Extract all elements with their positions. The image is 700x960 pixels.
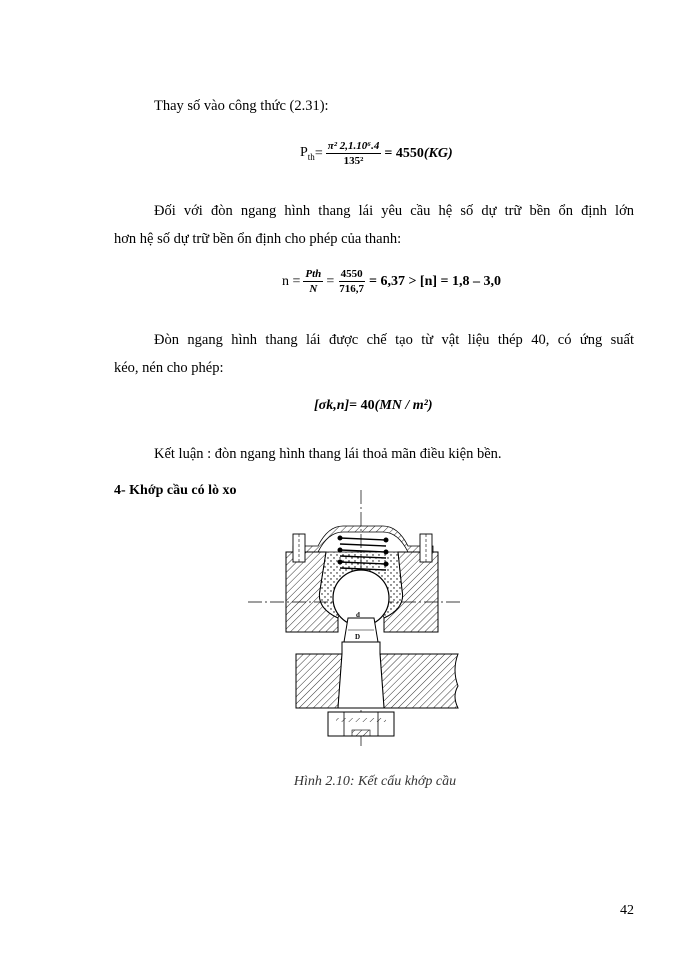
- formula-pth: [300, 140, 453, 167]
- formula-sigma-unit: (MN / m²): [374, 398, 433, 413]
- tapered-pin: [338, 642, 384, 708]
- formula-sigma-lhs: [σk,n]: [314, 398, 350, 413]
- page-number: 42: [620, 903, 634, 918]
- paragraph-conclusion: [114, 440, 634, 468]
- formula-sigma: [314, 398, 433, 414]
- steering-arm-left: [296, 654, 342, 708]
- formula-n-fraction2: [337, 268, 366, 295]
- paragraph-material-line2: [114, 354, 634, 382]
- paragraph-material-line2-text: kéo, nén cho phép:: [114, 360, 224, 376]
- formula-pth-denominator: 135²: [343, 155, 364, 167]
- section-heading: 4- Khớp cầu có lò xo: [114, 483, 237, 498]
- paragraph-material-line1: [114, 326, 634, 354]
- formula-pth-fraction: [326, 140, 382, 167]
- formula-pth-numerator: π² 2,1.10⁶.4: [327, 140, 380, 152]
- label-d: d: [356, 611, 360, 619]
- ball-joint-figure: [248, 490, 478, 748]
- paragraph-conclusion-text: Kết luận : đòn ngang hình thang lái thoả mãn điều kiện bền.: [154, 446, 502, 462]
- formula-n-eq1: =: [326, 273, 335, 289]
- formula-pth-eq: =: [314, 145, 323, 161]
- formula-n-result: = 6,37 > [n] = 1,8 – 3,0: [368, 273, 502, 289]
- steering-arm-right: [380, 654, 458, 708]
- paragraph-intro: [114, 92, 634, 120]
- label-D: D: [355, 633, 361, 641]
- formula-n-lhs: n =: [282, 273, 301, 289]
- paragraph-stability-line2-text: hơn hệ số dự trữ bền ổn định cho phép của thanh:: [114, 231, 402, 247]
- paragraph-stability-line1: [114, 197, 634, 225]
- paragraph-material-line1-text: Đòn ngang hình thang lái được chế tạo từ vật liệu thép 40, có ứng suất: [154, 332, 634, 348]
- formula-n-numerator2: 4550: [340, 268, 363, 280]
- bolt-left: [293, 534, 305, 562]
- formula-pth-lhs: $P_{th}$: [300, 145, 315, 162]
- paragraph-stability-line1-text: Đối với đòn ngang hình thang lái yêu cầu hệ số dự trữ bền ổn định lớn: [154, 203, 634, 219]
- formula-pth-result: = 4550: [384, 145, 424, 161]
- formula-pth-unit: (KG): [423, 145, 453, 161]
- paragraph-stability-line2: [114, 225, 634, 253]
- formula-n-denominator2: 716,7: [339, 283, 364, 295]
- formula-n: [282, 268, 501, 295]
- formula-n-numerator1: Pth: [305, 268, 322, 280]
- bolt-right: [420, 534, 432, 562]
- figure-caption: Hình 2.10: Kết cấu khớp cầu: [293, 774, 457, 789]
- formula-n-denominator1: N: [309, 283, 318, 295]
- formula-sigma-value: = 40: [349, 398, 375, 413]
- formula-n-fraction1: [303, 268, 323, 295]
- paragraph-intro-text: Thay số vào công thức (2.31):: [154, 98, 329, 114]
